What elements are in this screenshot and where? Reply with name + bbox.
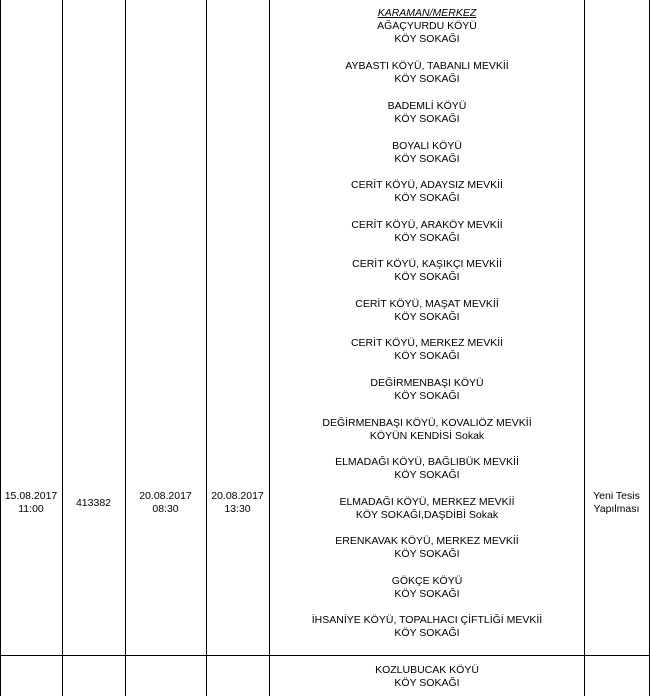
location-street: KÖY SOKAĞI,DAŞDİBİ Sokak xyxy=(355,508,499,521)
location-street: KÖY SOKAĞI xyxy=(394,270,460,283)
location-street: KÖY SOKAĞI xyxy=(394,389,460,402)
end-time: 13:30 xyxy=(224,503,251,515)
location-name: CERİT KÖYÜ, KAŞIKÇI MEVKİİ xyxy=(352,258,502,270)
column-divider xyxy=(62,0,63,696)
location-entry xyxy=(270,575,584,600)
announce-time: 11:00 xyxy=(18,503,44,515)
start-time: 08:30 xyxy=(152,503,179,515)
start-date: 20.08.2017 xyxy=(139,490,192,502)
end-datetime xyxy=(206,490,269,516)
location-name: CERİT KÖYÜ, MAŞAT MEVKİİ xyxy=(355,298,499,310)
location-street: KÖY SOKAĞI xyxy=(394,349,460,362)
location-entry xyxy=(270,614,584,639)
location-entry xyxy=(270,664,584,689)
location-name: ERENKAVAK KÖYÜ, MERKEZ MEVKİİ xyxy=(335,535,519,547)
location-entry xyxy=(270,60,584,85)
start-datetime xyxy=(125,490,206,516)
location-name: AYBASTI KÖYÜ, TABANLI MEVKİİ xyxy=(345,60,509,72)
location-entry xyxy=(270,20,584,45)
location-entry xyxy=(270,179,584,204)
location-street: KÖY SOKAĞI xyxy=(394,676,460,689)
location-name: İHSANİYE KÖYÜ, TOPALHACI ÇİFTLİĞİ MEVKİİ xyxy=(311,614,543,626)
location-name: DEĞİRMENBAŞI KÖYÜ, KOVALIÖZ MEVKİİ xyxy=(322,417,532,429)
location-entry xyxy=(270,456,584,481)
location-entry xyxy=(270,496,584,521)
location-name: CERİT KÖYÜ, ARAKÖY MEVKİİ xyxy=(351,219,503,231)
location-entry xyxy=(270,100,584,125)
column-divider xyxy=(0,0,1,696)
location-name: BADEMLİ KÖYÜ xyxy=(387,100,467,112)
location-street: KÖY SOKAĞI xyxy=(394,310,460,323)
location-name: CERİT KÖYÜ, MERKEZ MEVKİİ xyxy=(350,337,504,349)
location-street: KÖY SOKAĞI xyxy=(394,32,460,45)
location-name: ELMADAĞI KÖYÜ, MERKEZ MEVKİİ xyxy=(339,496,515,508)
location-name: GÖKÇE KÖYÜ xyxy=(391,575,463,587)
location-name: AĞAÇYURDU KÖYÜ xyxy=(377,20,477,32)
location-street: KÖY SOKAĞI xyxy=(394,72,460,85)
location-street: KÖY SOKAĞI xyxy=(394,468,460,481)
location-street: KÖY SOKAĞI xyxy=(394,547,460,560)
end-date: 20.08.2017 xyxy=(211,490,264,502)
location-entry xyxy=(270,298,584,323)
column-divider xyxy=(584,0,585,696)
location-street: KÖY SOKAĞI xyxy=(394,191,460,204)
region-heading: KARAMAN/MERKEZ xyxy=(377,7,477,19)
location-name: DEĞİRMENBAŞI KÖYÜ xyxy=(370,377,484,389)
record-number-value: 413382 xyxy=(75,497,112,509)
location-street: KÖYÜN KENDİSİ Sokak xyxy=(369,429,485,442)
location-street: KÖY SOKAĞI xyxy=(394,231,460,244)
location-name: BOYALI KÖYÜ xyxy=(392,140,462,152)
reason-line-2: Yapılması xyxy=(593,503,640,515)
column-divider xyxy=(125,0,126,696)
location-street: KÖY SOKAĞI xyxy=(394,152,460,165)
location-name: ELMADAĞI KÖYÜ, BAĞLIBÜK MEVKİİ xyxy=(335,456,519,468)
location-entry xyxy=(270,535,584,560)
reason xyxy=(584,490,649,516)
announce-datetime xyxy=(0,490,62,516)
location-street: KÖY SOKAĞI xyxy=(394,626,460,639)
location-entry xyxy=(270,377,584,402)
row-divider xyxy=(0,655,650,656)
location-street: KÖY SOKAĞI xyxy=(394,587,460,600)
column-divider xyxy=(206,0,207,696)
location-name: CERİT KÖYÜ, ADAYSIZ MEVKİİ xyxy=(351,179,503,191)
location-entry xyxy=(270,337,584,362)
location-street: KÖY SOKAĞI xyxy=(394,112,460,125)
location-entry xyxy=(270,140,584,165)
record-number xyxy=(62,497,125,510)
location-entry xyxy=(270,258,584,283)
location-entry xyxy=(270,417,584,442)
reason-line-1: Yeni Tesis xyxy=(593,490,640,502)
announce-date: 15.08.2017 xyxy=(4,490,58,502)
location-entry xyxy=(270,219,584,244)
location-name: KOZLUBUCAK KÖYÜ xyxy=(375,664,479,676)
